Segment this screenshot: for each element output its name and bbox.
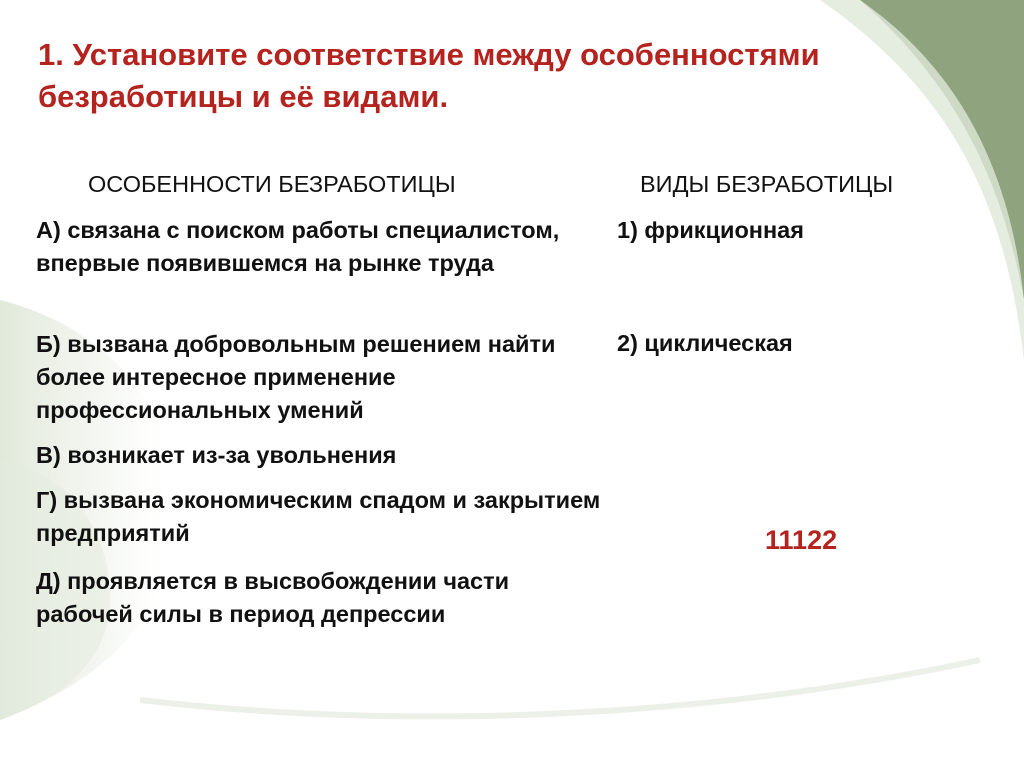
feature-item-a: А) связана с поиском работы специалистом, впервые появившемся на рынке труда <box>36 217 560 276</box>
feature-item-g: Г) вызвана экономическим спадом и закрытием предприятий <box>36 487 601 546</box>
feature-item-d: Д) проявляется в высвобождении части рабочей силы в период депрессии <box>36 568 510 627</box>
feature-item-b: Б) вызвана добровольным решением найти более интересное применение профессиональных умений <box>36 331 556 423</box>
features-header: ОСОБЕННОСТИ БЕЗРАБОТИЦЫ <box>88 171 456 197</box>
type-item-1: 1) фрикционная <box>617 217 804 243</box>
feature-item-v: В) возникает из-за увольнения <box>36 442 397 468</box>
answer-value: 11122 <box>765 525 838 555</box>
type-item-2: 2) циклическая <box>617 330 793 356</box>
slide-title: 1. Установите соответствие между особенностями безработицы и её видами. <box>38 37 820 114</box>
types-header: ВИДЫ БЕЗРАБОТИЦЫ <box>640 171 894 197</box>
